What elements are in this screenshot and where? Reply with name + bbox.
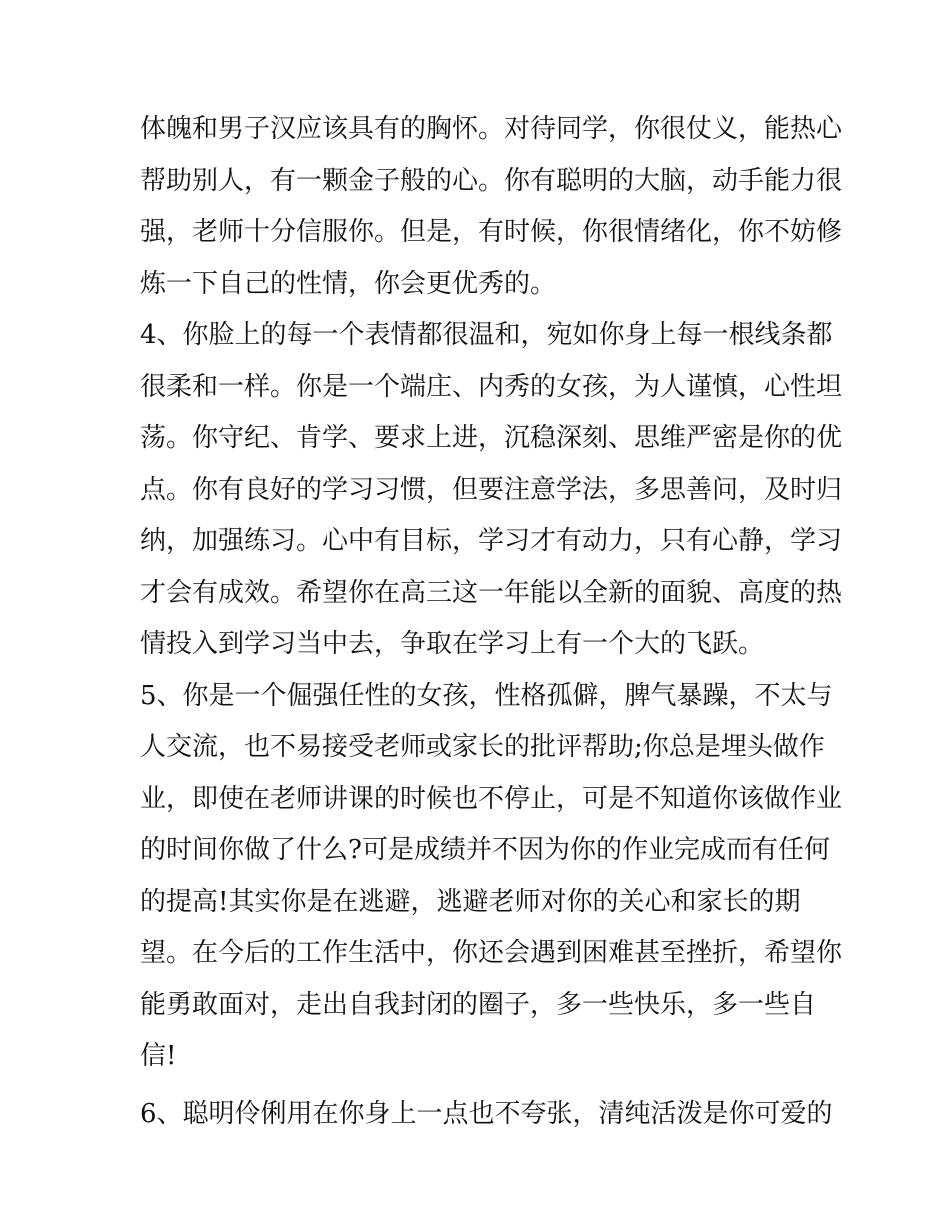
text-line: 强，老师十分信服你。但是，有时候，你很情绪化，你不妨修	[140, 217, 843, 247]
text-line: 才会有成效。希望你在高三这一年能以全新的面貌、高度的热	[140, 577, 843, 608]
text-line: 炼一下自己的性情，你会更优秀的。	[140, 268, 557, 299]
text-line: 纳，加强练习。心中有目标，学习才有动力，只有心静，学习	[140, 526, 843, 556]
text-line: 帮助别人，有一颗金子般的心。你有聪明的大脑，动手能力很	[140, 165, 843, 196]
document-body	[140, 104, 843, 1140]
text-line: 的提高!其实你是在逃避，逃避老师对你的关心和家长的期	[140, 886, 801, 917]
text-line: 体魄和男子汉应该具有的胸怀。对待同学，你很仗义，能热心	[140, 114, 843, 144]
text-line: 人交流，也不易接受老师或家长的批评帮助;你总是埋头做作	[140, 732, 825, 762]
text-line: 6、聪明伶俐用在你身上一点也不夸张，清纯活泼是你可爱的	[140, 1098, 833, 1129]
text-line: 的时间你做了什么?可是成绩并不因为你的作业完成而有任何	[140, 835, 830, 865]
text-line: 5、你是一个倔强任性的女孩，性格孤僻，脾气暴躁，不太与	[140, 680, 833, 711]
text-line: 情投入到学习当中去，争取在学习上有一个大的飞跃。	[140, 629, 765, 659]
text-line: 4、你脸上的每一个表情都很温和，宛如你身上每一根线条都	[140, 320, 833, 350]
text-line: 很柔和一样。你是一个端庄、内秀的女孩，为人谨慎，心性坦	[140, 371, 843, 402]
text-line: 信!	[140, 1041, 177, 1071]
text-line: 业，即使在老师讲课的时候也不停止，可是不知道你该做作业	[140, 783, 843, 814]
text-line: 能勇敢面对，走出自我封闭的圈子，多一些快乐，多一些自	[140, 989, 817, 1020]
text-line: 望。在今后的工作生活中，你还会遇到困难甚至挫折，希望你	[140, 938, 843, 968]
text-line: 点。你有良好的学习习惯，但要注意学法，多思善问，及时归	[140, 474, 843, 505]
text-line: 荡。你守纪、肯学、要求上进，沉稳深刻、思维严密是你的优	[140, 423, 843, 453]
